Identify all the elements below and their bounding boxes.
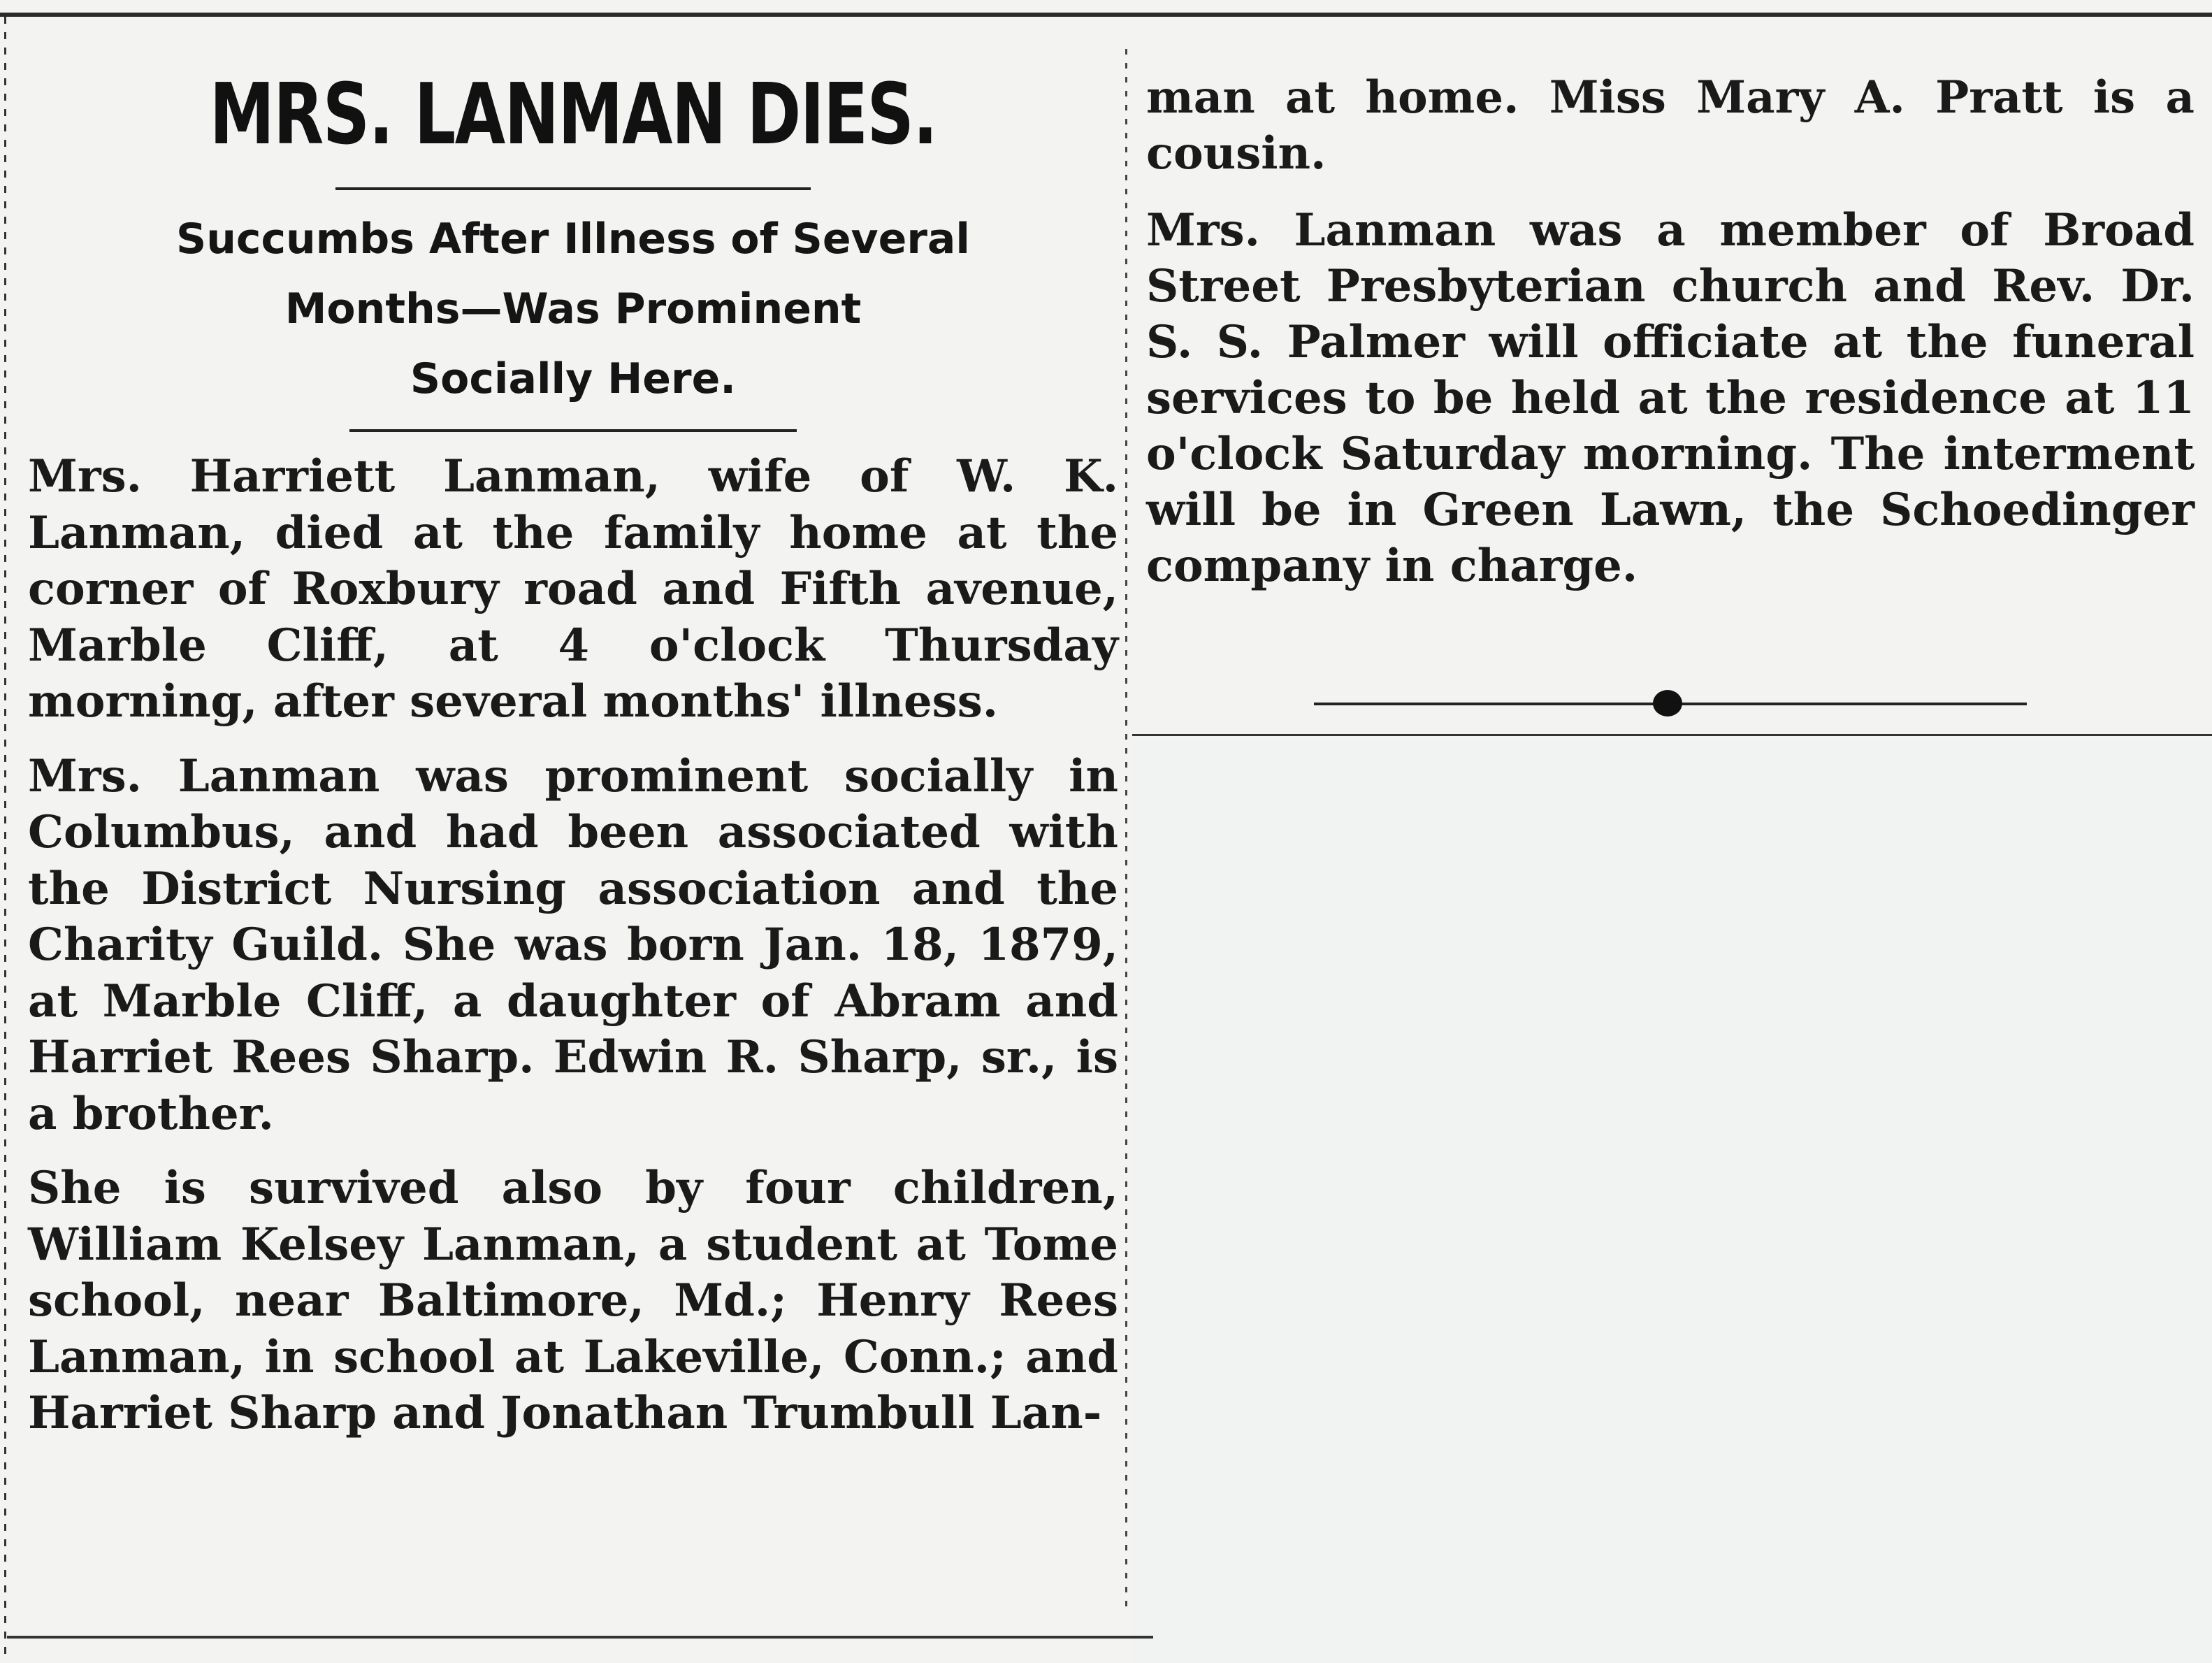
column-divider <box>1125 49 1127 1608</box>
subhead-line: Socially Here. <box>410 354 737 403</box>
subhead <box>28 204 1118 414</box>
top-column-rule <box>0 13 2212 17</box>
left-edge-dotted-rule <box>4 17 6 1660</box>
article-paragraph: Mrs. Harriett Lanman, wife of W. K. Lanman, died at the family home at the corner of Roxbury road and Fifth avenue, Marble Cliff, at 4 o'clock Thursday morning, after several months' illness. <box>28 450 1118 728</box>
subhead-rule <box>349 429 797 432</box>
article-paragraph: She is survived also by four children, William Kelsey Lanman, a student at Tome school, near Baltimore, Md.; Henry Rees Lanman, in school at Lakeville, Conn.; and Harriet Sharp and Jonathan Trumbull Lan- <box>28 1162 1118 1439</box>
end-of-article-dot <box>1653 690 1682 717</box>
right-column <box>1146 70 2195 615</box>
headline: MRS. LANMAN DIES. <box>209 66 937 164</box>
subhead-line: Succumbs After Illness of Several <box>176 215 970 264</box>
blank-paper-area <box>1132 741 2212 1663</box>
article-paragraph: Mrs. Lanman was prominent socially in Columbus, and had been associated with the District Nursing association and the Charity Guild. She was born Jan. 18, 1879, at Marble Cliff, a daughter of Abram and Harriet Rees Sharp. Edwin R. Sharp, sr., is a brother. <box>28 749 1118 1140</box>
left-column-bottom-rule <box>7 1636 1153 1639</box>
left-column <box>28 42 1118 1460</box>
headline-rule <box>335 187 811 190</box>
subhead-line: Months—Was Prominent <box>284 285 862 333</box>
article-paragraph: Mrs. Lanman was a member of Broad Street Presbyterian church and Rev. Dr. S. S. Palmer will officiate at the funeral services to be held at the residence at 11 o'clock Saturday morning. The interment will be in Green Lawn, the Schoedinger company in charge. <box>1146 204 2195 592</box>
right-column-bottom-rule <box>1132 734 2212 736</box>
article-paragraph: man at home. Miss Mary A. Pratt is a cousin. <box>1146 71 2195 180</box>
